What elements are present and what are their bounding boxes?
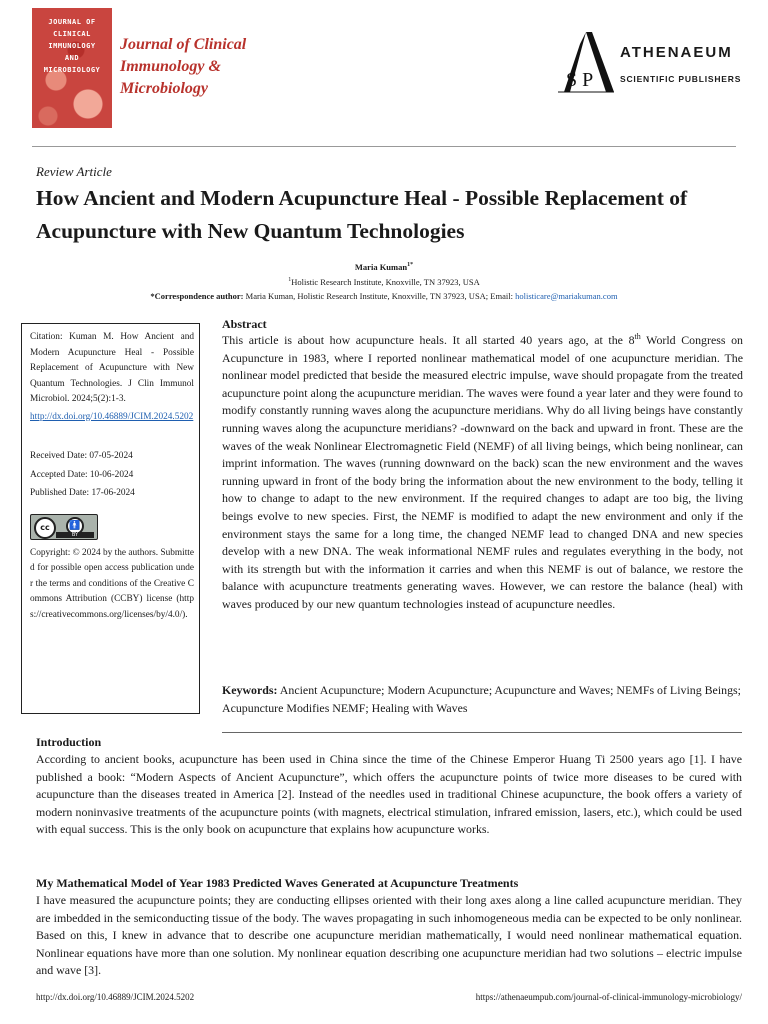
introduction-body: According to ancient books, acupuncture has been used in China since the time of the Chinese Emperor Huang Ti 2500 years ago [1]. I have published a book: “Modern Aspects of Ancient Acupuncture”, which offers the acupuncture points of twice more diseases to be cured with acupuncture than the diseases treated in America [2]. Instead of the needles used in traditional Chinese acupuncture, the book offers a variety of modern noninvasive treatments of the acupuncture points (with magnets, electrical stimulation, infrared emission, lasers, etc.), which could be used with equal success. This is the only book on acupuncture that explains how acupuncture works. bbox=[36, 752, 742, 837]
accepted-date: Accepted Date: 10-06-2024 bbox=[30, 469, 134, 480]
keywords-label: Keywords: bbox=[222, 683, 278, 697]
correspondence-label: *Correspondence author: bbox=[150, 291, 244, 301]
sidebar-doi-link[interactable]: http://dx.doi.org/10.46889/JCIM.2024.5202 bbox=[30, 411, 194, 422]
citation-text: Citation: Kuman M. How Ancient and Modern Acupuncture Heal - Possible Replacement of Acupuncture with New Quantum Technologies. J Clin Immunol Microbiol. 2024;5(2):1-3. bbox=[30, 332, 194, 404]
author-line bbox=[0, 262, 768, 272]
dates-block bbox=[30, 449, 194, 502]
affiliation-superscript: 1 bbox=[288, 277, 292, 284]
abstract-superscript: th bbox=[634, 332, 641, 342]
affiliation-line bbox=[0, 277, 768, 287]
publisher-subtitle: SCIENTIFIC PUBLISHERS bbox=[620, 74, 742, 84]
abstract-body bbox=[222, 332, 743, 614]
publisher-name: ATHENAEUM bbox=[620, 44, 733, 61]
keywords-list: Ancient Acupuncture; Modern Acupuncture; Acupuncture and Waves; NEMFs of Living Beings; Acupuncture Modifies NEMF; Healing with Waves bbox=[222, 683, 741, 715]
abstract-divider bbox=[222, 732, 742, 733]
by-label: BY bbox=[56, 532, 94, 538]
introduction-heading: Introduction bbox=[36, 735, 102, 749]
athenaeum-logo-icon bbox=[556, 30, 616, 94]
section-heading-model: My Mathematical Model of Year 1983 Predicted Waves Generated at Acupuncture Treatments bbox=[36, 876, 519, 890]
abstract-heading: Abstract bbox=[222, 317, 267, 331]
correspondence-text: Maria Kuman, Holistic Research Institute, Knoxville, TN 37923, USA; Email: bbox=[243, 291, 516, 301]
affiliation: Holistic Research Institute, Knoxville, TN 37923, USA bbox=[291, 277, 480, 287]
attribution-person-icon: 🚹 bbox=[66, 517, 84, 535]
author-superscript: 1* bbox=[407, 262, 414, 269]
received-date: Received Date: 07-05-2024 bbox=[30, 451, 133, 461]
keywords bbox=[222, 682, 743, 717]
cc-by-license-icon[interactable] bbox=[30, 514, 98, 540]
journal-cover-image bbox=[32, 8, 112, 128]
section-body-model: I have measured the acupuncture points; they are conducting ellipses oriented with their long axes along a line called acupuncture meridian. They are imbedded in the semiconducting tissue of the body. The waves propagating in such inhomogeneous media can be expected to be only nonlinear. Based on this, I knew in advance that to describe one acupuncture meridian mathematically, I would need nonlinear mathematical equation. Nonlinear equations have more than one solution. My nonlinear equation describing one acupuncture meridian had two solutions – electric impulse and wave [3]. bbox=[36, 893, 742, 978]
article-type: Review Article bbox=[36, 164, 112, 179]
footer-journal-url-link[interactable]: https://athenaeumpub.com/journal-of-clinical-immunology-microbiology/ bbox=[475, 992, 742, 1002]
cc-icon: cc bbox=[34, 517, 56, 539]
published-date: Published Date: 17-06-2024 bbox=[30, 488, 135, 498]
abstract-text-a: This article is about how acupuncture heals. It all started 40 years ago, at the 8 bbox=[222, 333, 635, 347]
copyright-text: Copyright: © 2024 by the authors. Submitted for possible open access publication under the terms and conditions of the Creative Commons Attribution (CCBY) license (https://creativecommons.org/licenses/by/4.0/). bbox=[30, 547, 194, 620]
correspondence-email-link[interactable]: holisticare@mariakuman.com bbox=[515, 291, 618, 301]
cover-title: JOURNAL OF CLINICAL IMMUNOLOGY AND MICROBIOLOGY bbox=[43, 18, 101, 74]
author-name: Maria Kuman bbox=[354, 262, 408, 272]
correspondence-line bbox=[0, 291, 768, 301]
header-divider bbox=[32, 146, 736, 147]
footer-doi-link[interactable]: http://dx.doi.org/10.46889/JCIM.2024.5202 bbox=[36, 992, 195, 1002]
article-title: How Ancient and Modern Acupuncture Heal - Possible Replacement of Acupuncture with New Quantum Technologies bbox=[36, 186, 688, 243]
citation-sidebar bbox=[21, 323, 200, 714]
journal-name: Journal of Clinical Immunology & Microbiology bbox=[120, 36, 247, 97]
logo-letters: S P bbox=[566, 69, 594, 91]
abstract-text-b: World Congress on Acupuncture in 1983, where I reported nonlinear mathematical model of one acupuncture meridian. The nonlinear model predicted that beside the measured electric impulse, wave should propagate from the treated acupuncture point along the acupuncture meridian. The waves were found a year later and they were found to modify constantly running waves along the acupuncture meridians. Why do all living beings have constantly running waves along the acupuncture meridians? -downward on the back and upward in front. These are the waves of the weak Nonlinear Electromagnetic Field (NEMF) of all living beings, which being nonlinear, can imprint information. The waves (running downward on the back) scan the new environment and the waves running upward in front of the body bring the information about the new environment to the body, telling it how to change to adapt to the new environment. If the required changes to adapt are too big, the living beings evolve to new species. First, the NEMF is modified to adapt the new environment and only if the environment stays the same for a long time, the changed NEMF lead to changed DNA and new species develop with a new DNA. The weak informational NEMF rules and regulates everything in the body, not with its strength but with the information it carries and when this NEMF is out of balance, we restore the balance with acupuncture treatments generating waves. However, we can restore the balance (heal) with waves produced by our new quantum technologies instead of acupuncture needles. bbox=[222, 333, 743, 611]
